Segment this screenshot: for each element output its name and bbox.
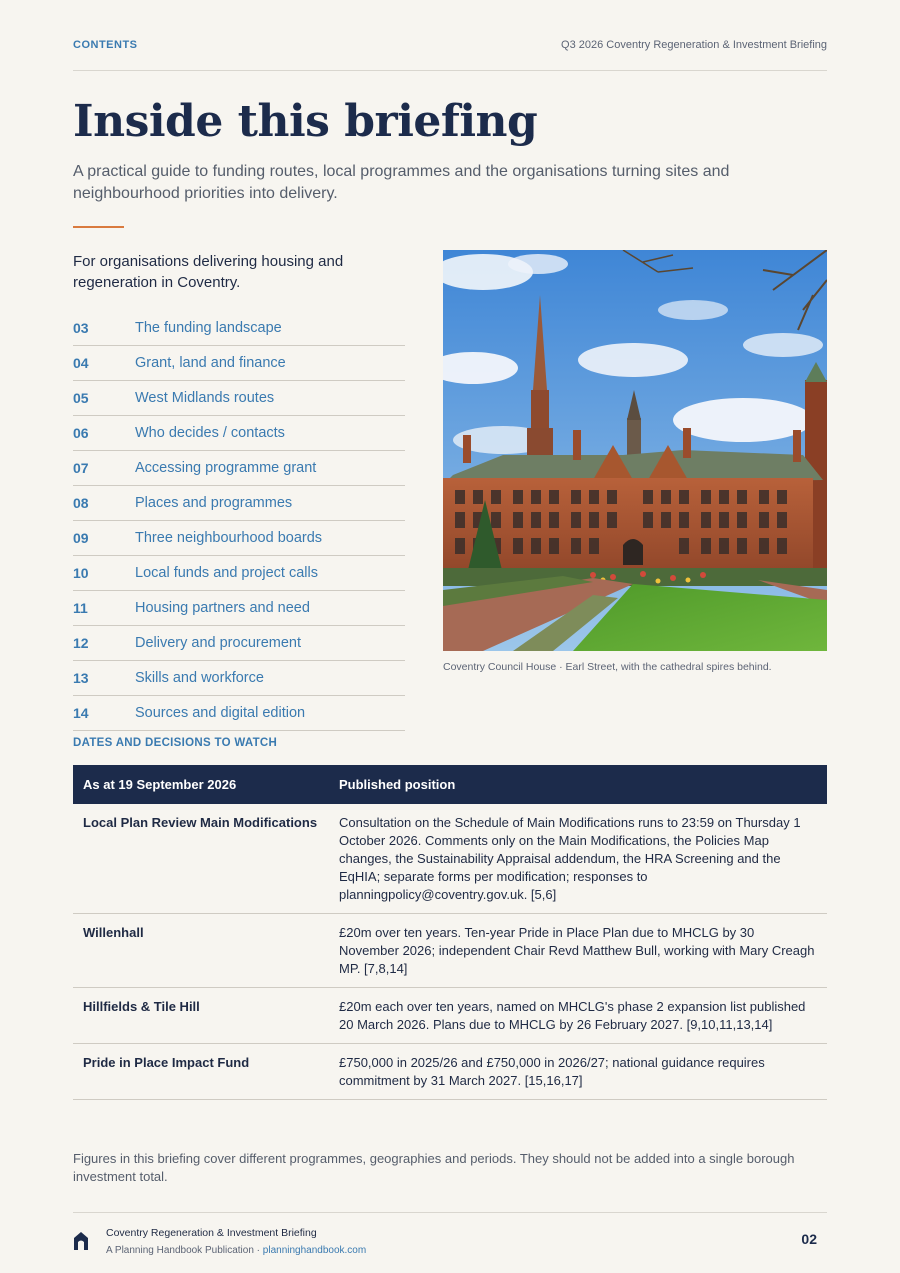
footer-publisher — [106, 1245, 366, 1256]
row-item: Pride in Place Impact Fund — [73, 1044, 329, 1100]
toc-page-number: 06 — [73, 425, 89, 441]
toc-label[interactable]: Sources and digital edition — [135, 705, 306, 721]
publication-title: Q3 2026 Coventry Regeneration & Investment Briefing — [561, 39, 827, 51]
toc-label[interactable]: The funding landscape — [135, 320, 282, 336]
intro-text: For organisations delivering housing and regeneration in Coventry. — [73, 253, 344, 291]
toc-page-number: 12 — [73, 635, 89, 651]
accent-divider — [73, 226, 124, 228]
table-of-contents — [73, 311, 405, 731]
toc-page-number: 13 — [73, 670, 89, 686]
table-header-row — [73, 765, 827, 804]
toc-item[interactable] — [73, 381, 405, 416]
footer-title: Coventry Regeneration & Investment Briefing — [106, 1227, 317, 1239]
row-position: £750,000 in 2025/26 and £750,000 in 2026/27; national guidance requires commitment by 31 March 2027. [15,16,17] — [329, 1044, 827, 1100]
table-row — [73, 988, 827, 1044]
toc-page-number: 10 — [73, 565, 89, 581]
page-title: Inside this briefing — [73, 96, 538, 147]
council-house-photo — [443, 250, 827, 651]
table-row — [73, 1044, 827, 1100]
page — [73, 0, 827, 1273]
toc-label[interactable]: Skills and workforce — [135, 670, 264, 686]
toc-page-number: 11 — [73, 600, 88, 616]
column-header-position: Published position — [329, 765, 827, 804]
row-position: £20m each over ten years, named on MHCLG's phase 2 expansion list published 20 March 2026. Plans due to MHCLG by 26 February 2027. [9,10,11,13,14] — [329, 988, 827, 1044]
toc-page-number: 07 — [73, 460, 89, 476]
toc-item[interactable] — [73, 696, 405, 731]
toc-page-number: 09 — [73, 530, 89, 546]
publisher-text: A Planning Handbook Publication · — [106, 1245, 263, 1256]
running-header — [73, 39, 827, 53]
toc-item[interactable] — [73, 626, 405, 661]
toc-label[interactable]: Local funds and project calls — [135, 565, 318, 581]
header-divider — [73, 70, 827, 71]
toc-page-number: 04 — [73, 355, 89, 371]
page-subtitle: A practical guide to funding routes, local programmes and the organisations turning sites and neighbourhood priorities into delivery. — [73, 163, 730, 202]
toc-item[interactable] — [73, 451, 405, 486]
column-header-date: As at 19 September 2026 — [73, 765, 329, 804]
toc-label[interactable]: West Midlands routes — [135, 390, 275, 406]
toc-page-number: 14 — [73, 705, 89, 721]
section-label: CONTENTS — [73, 39, 138, 51]
photo-caption: Coventry Council House · Earl Street, with the cathedral spires behind. — [443, 661, 772, 673]
table-row — [73, 914, 827, 988]
toc-label[interactable]: Delivery and procurement — [135, 635, 302, 651]
toc-page-number: 08 — [73, 495, 89, 511]
toc-item[interactable] — [73, 311, 405, 346]
toc-item[interactable] — [73, 556, 405, 591]
toc-page-number: 03 — [73, 320, 89, 336]
row-position: Consultation on the Schedule of Main Modifications runs to 23:59 on Thursday 1 October 2026. Comments only on the Main Modifications, the Policies Map changes, the Sustainability Appraisal addendum, the HRA Screening and the EqHIA; separate forms per modification; responses to planningpolicy@coventry.gov.uk. [5,6] — [329, 804, 827, 914]
publisher-logo-icon — [73, 1231, 89, 1251]
footer-divider — [73, 1212, 827, 1213]
toc-label[interactable]: Three neighbourhood boards — [135, 530, 323, 546]
toc-item[interactable] — [73, 416, 405, 451]
dates-table — [73, 765, 827, 1100]
toc-item[interactable] — [73, 521, 405, 556]
row-position: £20m over ten years. Ten-year Pride in Place Plan due to MHCLG by 30 November 2026; independent Chair Revd Matthew Bull, working with Mary Creagh MP. [7,8,14] — [329, 914, 827, 988]
toc-page-number: 05 — [73, 390, 89, 406]
toc-label[interactable]: Accessing programme grant — [135, 460, 317, 476]
row-item: Hillfields & Tile Hill — [73, 988, 329, 1044]
dates-heading: DATES AND DECISIONS TO WATCH — [73, 737, 278, 749]
publisher-link[interactable]: planninghandbook.com — [262, 1245, 367, 1256]
toc-label[interactable]: Who decides / contacts — [135, 425, 285, 441]
toc-label[interactable]: Places and programmes — [135, 495, 293, 511]
table-row — [73, 804, 827, 914]
toc-item[interactable] — [73, 661, 405, 696]
toc-item[interactable] — [73, 486, 405, 521]
figures-note: Figures in this briefing cover different programmes, geographies and periods. They should not be added into a single borough investment total. — [73, 1151, 795, 1184]
row-item: Willenhall — [73, 914, 329, 988]
page-number: 02 — [801, 1231, 817, 1247]
toc-label[interactable]: Housing partners and need — [135, 600, 310, 616]
toc-label[interactable]: Grant, land and finance — [135, 355, 286, 371]
row-item: Local Plan Review Main Modifications — [73, 804, 329, 914]
toc-item[interactable] — [73, 346, 405, 381]
toc-item[interactable] — [73, 591, 405, 626]
